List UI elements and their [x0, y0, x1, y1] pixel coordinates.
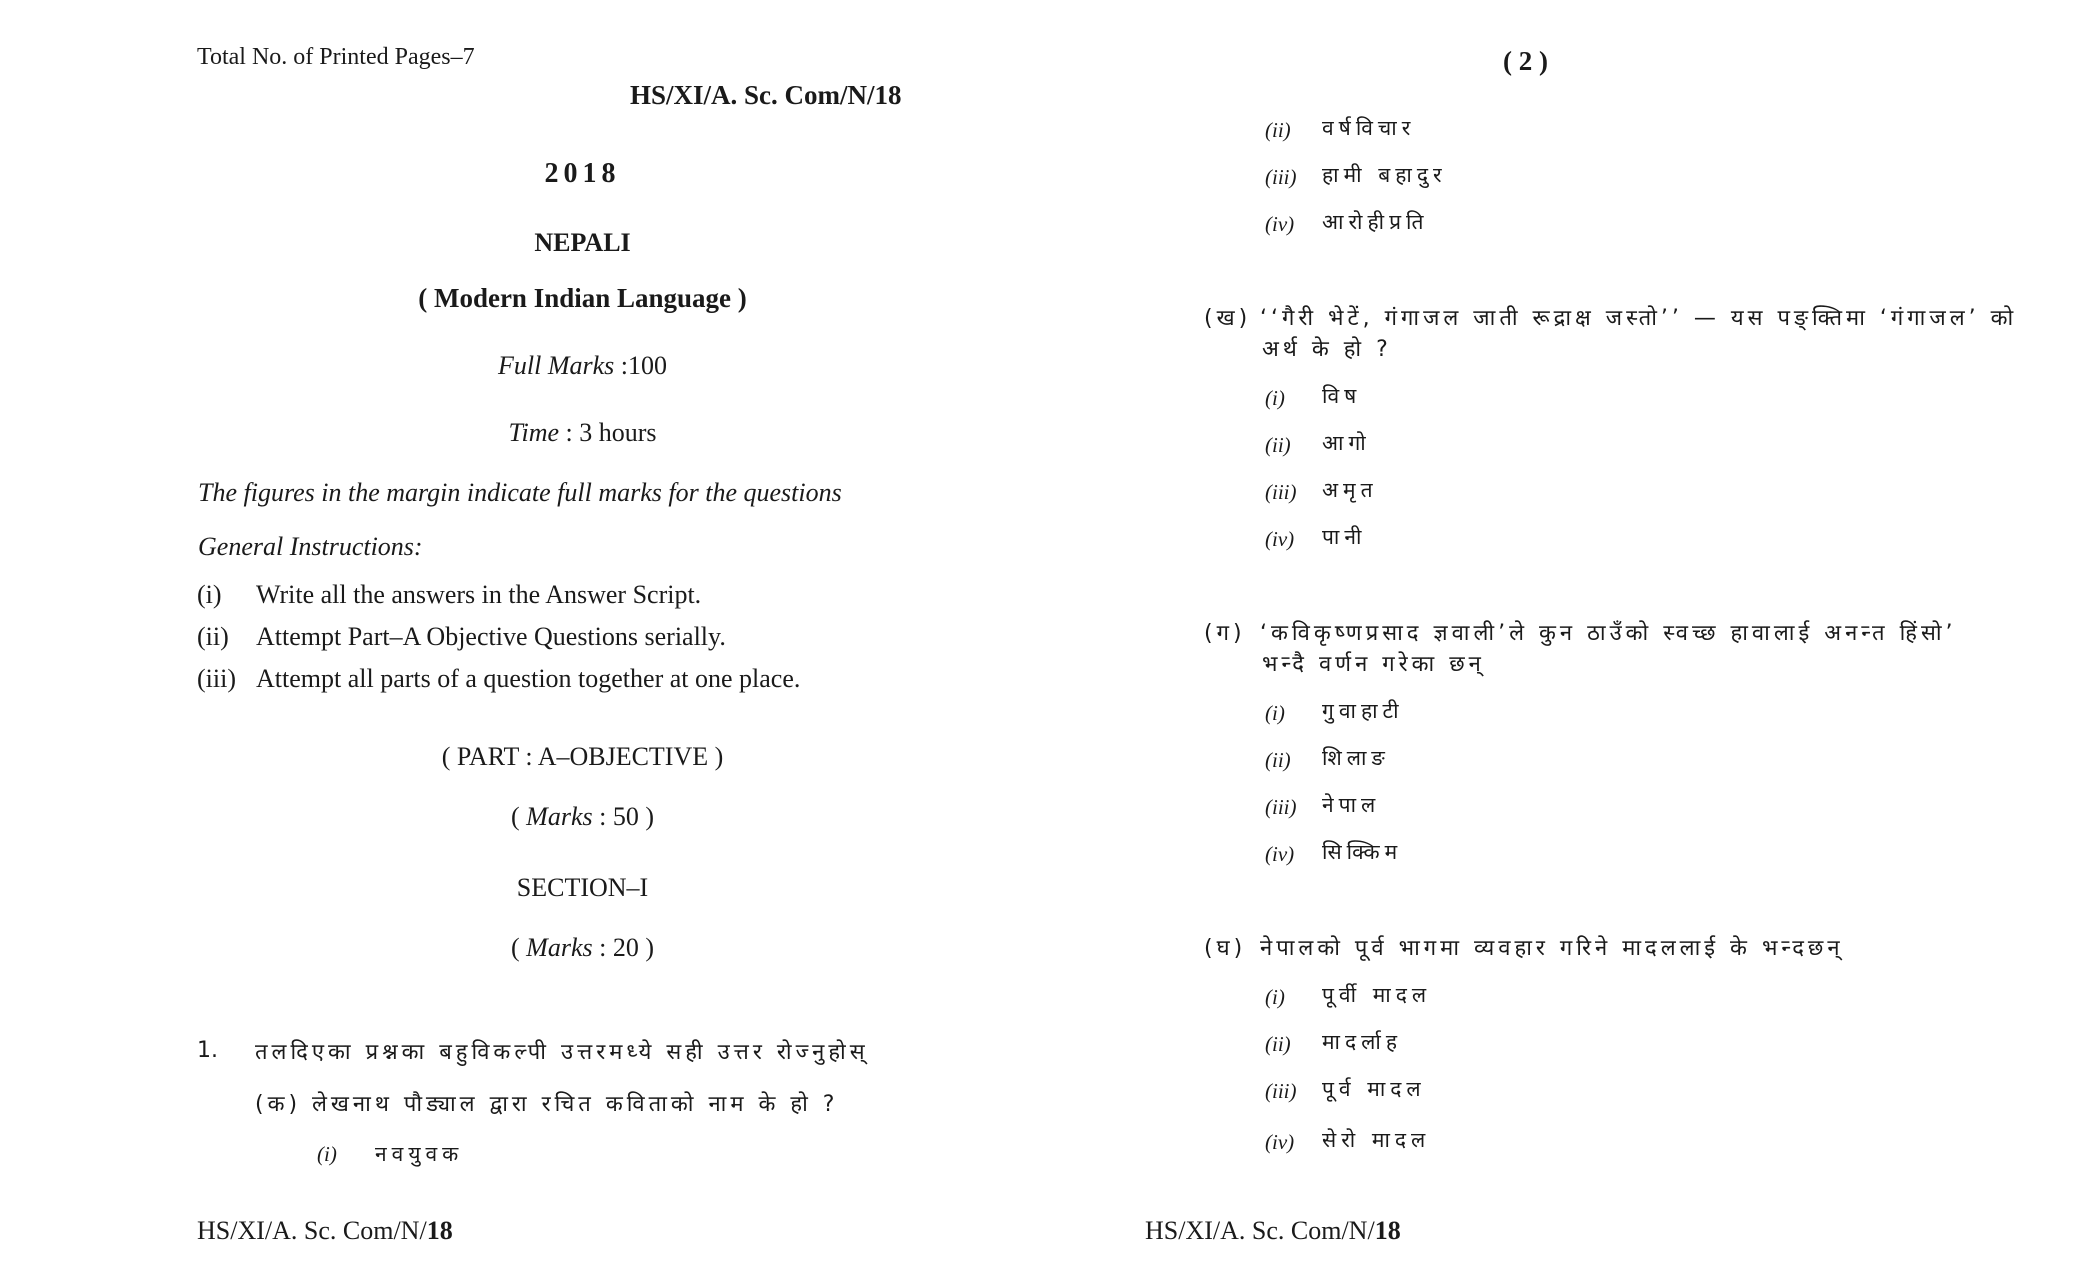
footer-code: HS/XI/A. Sc. Com/N/ [197, 1216, 427, 1245]
section-marks-label: Marks [526, 933, 593, 962]
instruction-text: Write all the answers in the Answer Script. [256, 580, 702, 609]
subquestion-text: लेखनाथ पौड्याल द्वारा रचित कविताको नाम के हो ? [312, 1092, 839, 1117]
option-text: नवयुवक [375, 1142, 464, 1166]
option-number: (iv) [1265, 842, 1295, 866]
option-number: (i) [1265, 701, 1285, 725]
full-marks-label: Full Marks [498, 351, 615, 380]
instruction-text: Attempt all parts of a question together at one place. [256, 664, 801, 693]
option-number: (i) [1265, 386, 1285, 410]
subquestion-label: (घ) [1204, 936, 1247, 961]
page-number: ( 2 ) [1503, 46, 1548, 76]
language-note: ( Modern Indian Language ) [418, 283, 747, 313]
general-instructions-heading: General Instructions: [198, 532, 423, 561]
subquestion-label: (ख) [1204, 306, 1252, 331]
instruction-text: Attempt Part–A Objective Questions serially. [256, 622, 726, 651]
option-text: आगो [1322, 431, 1371, 455]
part-marks-value: : 50 ) [592, 802, 654, 831]
option-text: सेरो मादल [1322, 1128, 1431, 1152]
option-text: शिलाङ [1322, 746, 1390, 770]
time-value: : 3 hours [559, 418, 657, 447]
option-text: अमृत [1322, 478, 1378, 502]
option-text: हामी बहादुर [1322, 163, 1447, 187]
part-marks-open: ( [511, 802, 527, 831]
option-text: नेपाल [1322, 793, 1381, 817]
option-number: (iv) [1265, 527, 1295, 551]
question-text: तलदिएका प्रश्नका बहुविकल्पी उत्तरमध्ये सही उत्तर रोज्नुहोस् [255, 1040, 869, 1065]
subquestion-text: नेपालको पूर्व भागमा व्यवहार गरिने मादललाई के भन्दछन् [1260, 936, 1844, 961]
page-footer [1145, 1216, 1401, 1246]
section-marks-open: ( [511, 933, 527, 962]
subquestion-text: ‘‘गैरी भेटें, गंगाजल जाती रूद्राक्ष जस्तो’’ — यस पङ्क्तिमा ‘गंगाजल’ को [1260, 306, 2018, 331]
margin-note: The figures in the margin indicate full marks for the questions [198, 478, 842, 507]
option-text: वर्षविचार [1322, 116, 1416, 140]
option-number: (iv) [1265, 1130, 1295, 1154]
option-number: (iv) [1265, 212, 1295, 236]
footer-code-bold: 18 [1374, 1216, 1401, 1245]
option-number: (iii) [1265, 480, 1297, 504]
instruction-number: (ii) [197, 622, 229, 651]
section-heading: SECTION–I [516, 873, 649, 902]
time-label: Time [508, 418, 560, 447]
subquestion-text-continued: भन्दै वर्णन गरेका छन् [1262, 652, 1485, 677]
page-footer [197, 1216, 453, 1246]
option-text: पूर्व मादल [1322, 1077, 1426, 1101]
instruction-number: (i) [197, 580, 222, 609]
full-marks-value: :100 [614, 351, 667, 380]
exam-year: 2018 [544, 158, 621, 189]
option-number: (i) [1265, 985, 1285, 1009]
subquestion-text: ‘कविकृष्णप्रसाद ज्ञवाली’ले कुन ठाउँको स्वच्छ हावालाई अनन्त हिंसो’ [1260, 621, 1957, 646]
option-number: (iii) [1265, 1079, 1297, 1103]
question-number: 1. [197, 1038, 218, 1063]
option-number: (i) [317, 1142, 337, 1166]
part-heading: ( PART : A–OBJECTIVE ) [441, 742, 724, 771]
option-text: गुवाहाटी [1322, 699, 1404, 723]
option-number: (ii) [1265, 1032, 1291, 1056]
subquestion-label: (क) [255, 1092, 302, 1117]
section-marks [195, 933, 970, 963]
option-text: आरोहीप्रति [1322, 210, 1429, 234]
section-marks-value: : 20 ) [592, 933, 654, 962]
full-marks [195, 351, 970, 381]
option-number: (ii) [1265, 118, 1291, 142]
subject-title: NEPALI [534, 228, 631, 257]
footer-code: HS/XI/A. Sc. Com/N/ [1145, 1216, 1375, 1245]
exam-time [195, 418, 970, 448]
footer-code-bold: 18 [426, 1216, 453, 1245]
option-text: पानी [1322, 525, 1367, 549]
subquestion-label: (ग) [1204, 621, 1246, 646]
part-marks [195, 802, 970, 832]
option-number: (ii) [1265, 433, 1291, 457]
instruction-number: (iii) [197, 664, 236, 693]
paper-code: HS/XI/A. Sc. Com/N/18 [630, 80, 902, 110]
option-text: पूर्वी मादल [1322, 983, 1432, 1007]
option-text: सिक्किम [1322, 840, 1403, 864]
option-number: (iii) [1265, 795, 1297, 819]
printed-pages-note: Total No. of Printed Pages–7 [197, 44, 475, 70]
option-number: (ii) [1265, 748, 1291, 772]
option-text: विष [1322, 384, 1362, 408]
option-text: मादर्लाह [1322, 1030, 1402, 1054]
option-number: (iii) [1265, 165, 1297, 189]
part-marks-label: Marks [526, 802, 593, 831]
subquestion-text-continued: अर्थ के हो ? [1262, 337, 1392, 362]
